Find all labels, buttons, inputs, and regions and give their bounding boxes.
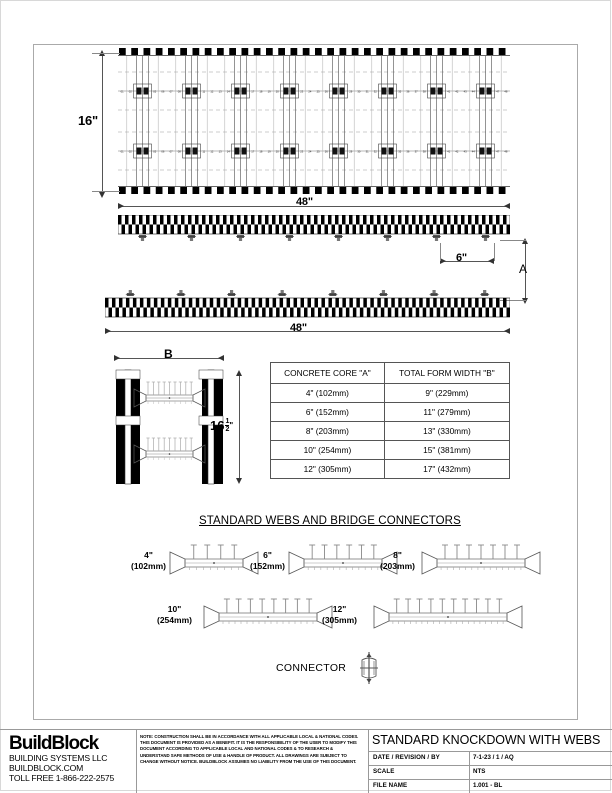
- svg-text:36: 36: [406, 150, 410, 154]
- web-figure: [202, 595, 334, 634]
- elevation-top-svg: [118, 48, 510, 194]
- svg-text:11: 11: [202, 90, 206, 94]
- web-caption: [380, 550, 415, 572]
- svg-text:43: 43: [463, 90, 467, 94]
- svg-text:14: 14: [226, 150, 230, 154]
- brand-name: BuildBlock: [9, 733, 99, 754]
- svg-text:18: 18: [259, 150, 263, 154]
- svg-text:14: 14: [226, 90, 230, 94]
- svg-text:20: 20: [275, 90, 279, 94]
- title-block-key: SCALE: [373, 768, 395, 775]
- spec-table: [270, 362, 510, 479]
- svg-text:19: 19: [267, 90, 271, 94]
- svg-text:01: 01: [120, 150, 124, 154]
- svg-text:47: 47: [496, 90, 500, 94]
- spec-cell-core: 12" (305mm): [271, 460, 385, 479]
- svg-text:02: 02: [128, 150, 132, 154]
- spec-table-row: [271, 384, 510, 403]
- svg-text:32: 32: [373, 90, 377, 94]
- svg-text:37: 37: [414, 90, 418, 94]
- svg-text:41: 41: [447, 150, 451, 154]
- title-block-value: 1.001 - BL: [473, 782, 503, 789]
- web-illustration: [420, 541, 542, 575]
- spec-table-row: [271, 441, 510, 460]
- dim-numerator: 1: [225, 418, 230, 425]
- svg-text:20: 20: [275, 150, 279, 154]
- web-size-metric: (203mm): [380, 561, 415, 571]
- svg-text:48: 48: [504, 150, 508, 154]
- svg-text:06: 06: [161, 150, 165, 154]
- connector-icon: [354, 652, 384, 684]
- svg-text:26: 26: [324, 90, 328, 94]
- svg-text:26: 26: [324, 150, 328, 154]
- web-illustration: [372, 595, 524, 629]
- web-caption: [322, 604, 357, 626]
- dim-whole: 16: [210, 418, 225, 433]
- svg-text:25: 25: [316, 150, 320, 154]
- company-logo: [4, 732, 136, 792]
- sheet-title: STANDARD KNOCKDOWN WITH WEBS: [372, 733, 601, 747]
- svg-text:07: 07: [169, 150, 173, 154]
- title-block-row: [369, 779, 612, 793]
- svg-text:44: 44: [471, 150, 475, 154]
- web-caption: [157, 604, 192, 626]
- spec-cell-width: 9" (229mm): [384, 384, 509, 403]
- spec-cell-width: 13" (330mm): [384, 422, 509, 441]
- svg-text:18: 18: [259, 90, 263, 94]
- dim-label-16in: 16": [78, 113, 99, 128]
- plan-lower-svg: [105, 285, 510, 325]
- title-block-row: [369, 751, 612, 765]
- title-block: [0, 729, 612, 792]
- svg-text:13: 13: [218, 150, 222, 154]
- svg-text:01: 01: [120, 90, 124, 94]
- web-size-metric: (305mm): [322, 615, 357, 625]
- spec-header-core: CONCRETE CORE "A": [271, 363, 385, 384]
- svg-text:11: 11: [202, 150, 206, 154]
- title-block-value: NTS: [473, 768, 486, 775]
- svg-text:31: 31: [365, 150, 369, 154]
- web-illustration: [202, 595, 334, 629]
- title-block-divider: [469, 752, 470, 765]
- web-size-imperial: 6": [263, 550, 272, 560]
- spec-table-header-row: [271, 363, 510, 384]
- title-block-value: 7-1-23 / 1 / AQ: [473, 754, 514, 761]
- spec-header-width: TOTAL FORM WIDTH "B": [384, 363, 509, 384]
- svg-text:13: 13: [218, 90, 222, 94]
- dim-unit: ": [229, 421, 234, 430]
- title-block-row: [369, 765, 612, 779]
- svg-text:30: 30: [357, 90, 361, 94]
- spec-cell-width: 15" (381mm): [384, 441, 509, 460]
- title-block-divider: [469, 780, 470, 793]
- svg-text:41: 41: [447, 90, 451, 94]
- svg-text:38: 38: [422, 90, 426, 94]
- svg-text:12: 12: [210, 150, 214, 154]
- web-size-imperial: 4": [144, 550, 153, 560]
- svg-text:07: 07: [169, 90, 173, 94]
- svg-text:24: 24: [308, 150, 312, 154]
- dim-label-48in-top: 48": [296, 196, 313, 208]
- title-block-key: FILE NAME: [373, 782, 408, 789]
- view-plan-upper: [118, 215, 510, 255]
- svg-text:06: 06: [161, 90, 165, 94]
- dim-label-A: A: [519, 262, 527, 276]
- view-plan-lower: [105, 285, 510, 325]
- title-block-key: DATE / REVISION / BY: [373, 754, 440, 761]
- web-size-imperial: 10": [167, 604, 182, 614]
- dim-label-48in-bottom: 48": [290, 322, 307, 334]
- web-size-metric: (102mm): [131, 561, 166, 571]
- svg-text:17: 17: [251, 150, 255, 154]
- spec-cell-core: 8" (203mm): [271, 422, 385, 441]
- web-caption: [250, 550, 285, 572]
- svg-text:37: 37: [414, 150, 418, 154]
- svg-text:12: 12: [210, 90, 214, 94]
- dim-label-6in: 6": [456, 252, 467, 264]
- svg-text:23: 23: [300, 90, 304, 94]
- title-block-fields: [369, 730, 612, 793]
- svg-text:36: 36: [406, 90, 410, 94]
- spec-table-row: [271, 403, 510, 422]
- svg-text:19: 19: [267, 150, 271, 154]
- dim-label-B: B: [164, 347, 173, 361]
- spec-cell-width: 11" (279mm): [384, 403, 509, 422]
- legal-note: NOTE: CONSTRUCTION SHALL BE IN ACCORDANCE WITH ALL APPLICABLE LOCAL & NATIONAL CODES. THIS DOCUMENT IS PROVIDED AS A BENEFIT. IT IS THE RESPONSIBILITY OF THE USER TO MODIFY THIS DOCUMENT ACCORDING TO APPLICABLE LOCAL AND NATIONAL CODES & TO RESEARCH & UNDERSTAND SAFE METHODS OF USE & HANDLE OF PRODUCT. ALL DRAWINGS ARE SUBJECT TO CHANGE WITHOUT NOTICE. BUILDBLOCK ASSUMES NO LIABILITY FROM THE USE OF THIS DOCUMENT.: [140, 734, 359, 764]
- svg-text:29: 29: [349, 150, 353, 154]
- svg-text:24: 24: [308, 90, 312, 94]
- svg-text:30: 30: [357, 150, 361, 154]
- web-figure: [372, 595, 524, 634]
- svg-text:44: 44: [471, 90, 475, 94]
- web-size-metric: (152mm): [250, 561, 285, 571]
- svg-text:42: 42: [455, 150, 459, 154]
- plan-upper-svg: [118, 215, 510, 255]
- spec-table-row: [271, 460, 510, 479]
- web-size-imperial: 12": [332, 604, 347, 614]
- svg-text:29: 29: [349, 90, 353, 94]
- svg-text:35: 35: [398, 90, 402, 94]
- company-phone: TOLL FREE 1-866-222-2575: [9, 773, 115, 783]
- connector-symbol: [354, 652, 384, 689]
- svg-text:31: 31: [365, 90, 369, 94]
- spec-cell-width: 17" (432mm): [384, 460, 509, 479]
- svg-text:43: 43: [463, 150, 467, 154]
- spec-cell-core: 6" (152mm): [271, 403, 385, 422]
- svg-text:35: 35: [398, 150, 402, 154]
- web-size-imperial: 8": [393, 550, 402, 560]
- webs-section-title: STANDARD WEBS AND BRIDGE CONNECTORS: [199, 515, 461, 527]
- svg-text:02: 02: [128, 90, 132, 94]
- connector-label: CONNECTOR: [276, 662, 347, 674]
- company-line1: BUILDING SYSTEMS LLC: [9, 753, 108, 763]
- web-figure: [168, 541, 260, 580]
- svg-text:17: 17: [251, 90, 255, 94]
- svg-text:38: 38: [422, 150, 426, 154]
- view-elevation-top: [118, 48, 510, 194]
- svg-text:42: 42: [455, 90, 459, 94]
- svg-text:05: 05: [153, 150, 157, 154]
- svg-text:05: 05: [153, 90, 157, 94]
- svg-text:08: 08: [177, 90, 181, 94]
- spec-table-row: [271, 422, 510, 441]
- spec-cell-core: 10" (254mm): [271, 441, 385, 460]
- svg-text:47: 47: [496, 150, 500, 154]
- svg-text:32: 32: [373, 150, 377, 154]
- svg-text:23: 23: [300, 150, 304, 154]
- dim-label-16half: [210, 418, 233, 433]
- company-website: BUILDBLOCK.COM: [9, 763, 84, 773]
- svg-text:08: 08: [177, 150, 181, 154]
- spec-cell-core: 4" (102mm): [271, 384, 385, 403]
- title-block-divider: [469, 766, 470, 779]
- web-figure: [420, 541, 542, 580]
- svg-text:25: 25: [316, 90, 320, 94]
- dim-denominator: 2: [225, 426, 230, 433]
- web-caption: [131, 550, 166, 572]
- web-size-metric: (254mm): [157, 615, 192, 625]
- web-illustration: [168, 541, 260, 575]
- svg-text:48: 48: [504, 90, 508, 94]
